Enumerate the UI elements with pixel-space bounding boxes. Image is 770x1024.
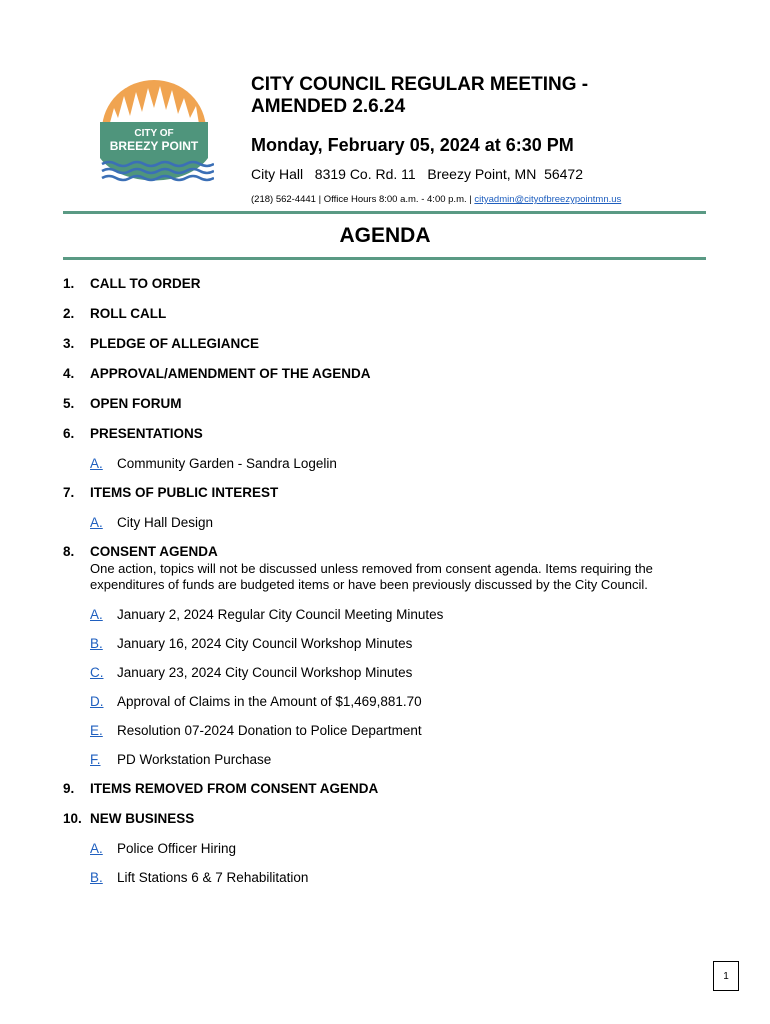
agenda-item xyxy=(63,306,713,321)
agenda-item xyxy=(63,366,713,381)
header-rule xyxy=(63,211,706,214)
agenda-item-label: PRESENTATIONS xyxy=(90,426,203,441)
agenda-item xyxy=(63,336,713,351)
subitem-link[interactable]: E. xyxy=(90,723,103,738)
agenda-item-number: 3. xyxy=(63,336,75,351)
agenda-item-number: 6. xyxy=(63,426,75,441)
agenda-item xyxy=(63,811,713,826)
agenda-item-number: 5. xyxy=(63,396,75,411)
agenda-item xyxy=(63,485,713,500)
meeting-date: Monday, February 05, 2024 at 6:30 PM xyxy=(251,135,574,155)
meeting-title: CITY COUNCIL REGULAR MEETING - AMENDED 2.6.24 xyxy=(251,74,589,117)
subitem-text: Lift Stations 6 & 7 Rehabilitation xyxy=(117,870,309,885)
agenda-list xyxy=(63,276,713,899)
subitem-text: Community Garden - Sandra Logelin xyxy=(117,456,337,471)
agenda-item-label: APPROVAL/AMENDMENT OF THE AGENDA xyxy=(90,366,371,381)
agenda-item-label: NEW BUSINESS xyxy=(90,811,195,826)
agenda-subitem xyxy=(90,841,713,856)
agenda-subitem xyxy=(90,636,713,651)
agenda-item-label: OPEN FORUM xyxy=(90,396,182,411)
subitem-link[interactable]: D. xyxy=(90,694,104,709)
agenda-item-label: PLEDGE OF ALLEGIANCE xyxy=(90,336,260,351)
agenda-subitem xyxy=(90,870,713,885)
subitem-text: City Hall Design xyxy=(117,515,214,530)
agenda-item-number: 4. xyxy=(63,366,75,381)
contact-line xyxy=(251,194,621,205)
subitem-link[interactable]: B. xyxy=(90,636,103,651)
agenda-item xyxy=(63,544,713,559)
agenda-subitem xyxy=(90,694,713,709)
agenda-item-label: CONSENT AGENDA xyxy=(90,544,218,559)
page-number: 1 xyxy=(713,961,739,991)
agenda-subitem xyxy=(90,607,713,622)
subitem-text: PD Workstation Purchase xyxy=(117,752,272,767)
meeting-address: City Hall 8319 Co. Rd. 11 Breezy Point, MN 56472 xyxy=(251,166,584,182)
agenda-item-label: ROLL CALL xyxy=(90,306,167,321)
agenda-item-number: 1. xyxy=(63,276,75,291)
subitem-link[interactable]: F. xyxy=(90,752,101,767)
agenda-item-description: One action, topics will not be discussed unless removed from consent agenda. Items requiring the expenditures of funds are budgeted items or have been previously discussed by the City Council. xyxy=(90,561,653,592)
agenda-item-number: 8. xyxy=(63,544,75,559)
email-link[interactable]: cityadmin@cityofbreezypointmn.us xyxy=(474,194,622,205)
subitem-link[interactable]: C. xyxy=(90,665,104,680)
agenda-item-number: 7. xyxy=(63,485,75,500)
agenda-item-label: CALL TO ORDER xyxy=(90,276,201,291)
subitem-text: January 2, 2024 Regular City Council Meeting Minutes xyxy=(117,607,444,622)
subitem-text: January 23, 2024 City Council Workshop Minutes xyxy=(117,665,413,680)
agenda-item-number: 9. xyxy=(63,781,75,796)
subitem-text: Approval of Claims in the Amount of $1,469,881.70 xyxy=(117,694,422,709)
subitem-link[interactable]: A. xyxy=(90,607,103,622)
agenda-item-number: 2. xyxy=(63,306,75,321)
agenda-item-label: ITEMS REMOVED FROM CONSENT AGENDA xyxy=(90,781,379,796)
agenda-subitem xyxy=(90,723,713,738)
agenda-subitem xyxy=(90,456,713,471)
logo-line1: CITY OF xyxy=(134,128,174,139)
agenda-item xyxy=(63,426,713,441)
subitem-text: Police Officer Hiring xyxy=(117,841,237,856)
logo-line2: BREEZY POINT xyxy=(109,139,199,153)
city-logo xyxy=(94,78,214,188)
agenda-item xyxy=(63,276,713,291)
agenda-rule xyxy=(63,257,706,260)
agenda-subitem xyxy=(90,515,713,530)
subitem-link[interactable]: A. xyxy=(90,841,103,856)
subitem-link[interactable]: B. xyxy=(90,870,103,885)
agenda-subitem xyxy=(90,665,713,680)
contact-text: (218) 562-4441 | Office Hours 8:00 a.m. - 4:00 p.m. | xyxy=(251,194,475,205)
agenda-subitem xyxy=(90,752,713,767)
agenda-item xyxy=(63,781,713,796)
subitem-link[interactable]: A. xyxy=(90,515,103,530)
agenda-item-label: ITEMS OF PUBLIC INTEREST xyxy=(90,485,279,500)
agenda-item-number: 10. xyxy=(63,811,82,826)
subitem-text: Resolution 07-2024 Donation to Police Department xyxy=(117,723,422,738)
agenda-item xyxy=(63,396,713,411)
subitem-text: January 16, 2024 City Council Workshop Minutes xyxy=(117,636,413,651)
subitem-link[interactable]: A. xyxy=(90,456,103,471)
agenda-heading: AGENDA xyxy=(339,224,431,247)
